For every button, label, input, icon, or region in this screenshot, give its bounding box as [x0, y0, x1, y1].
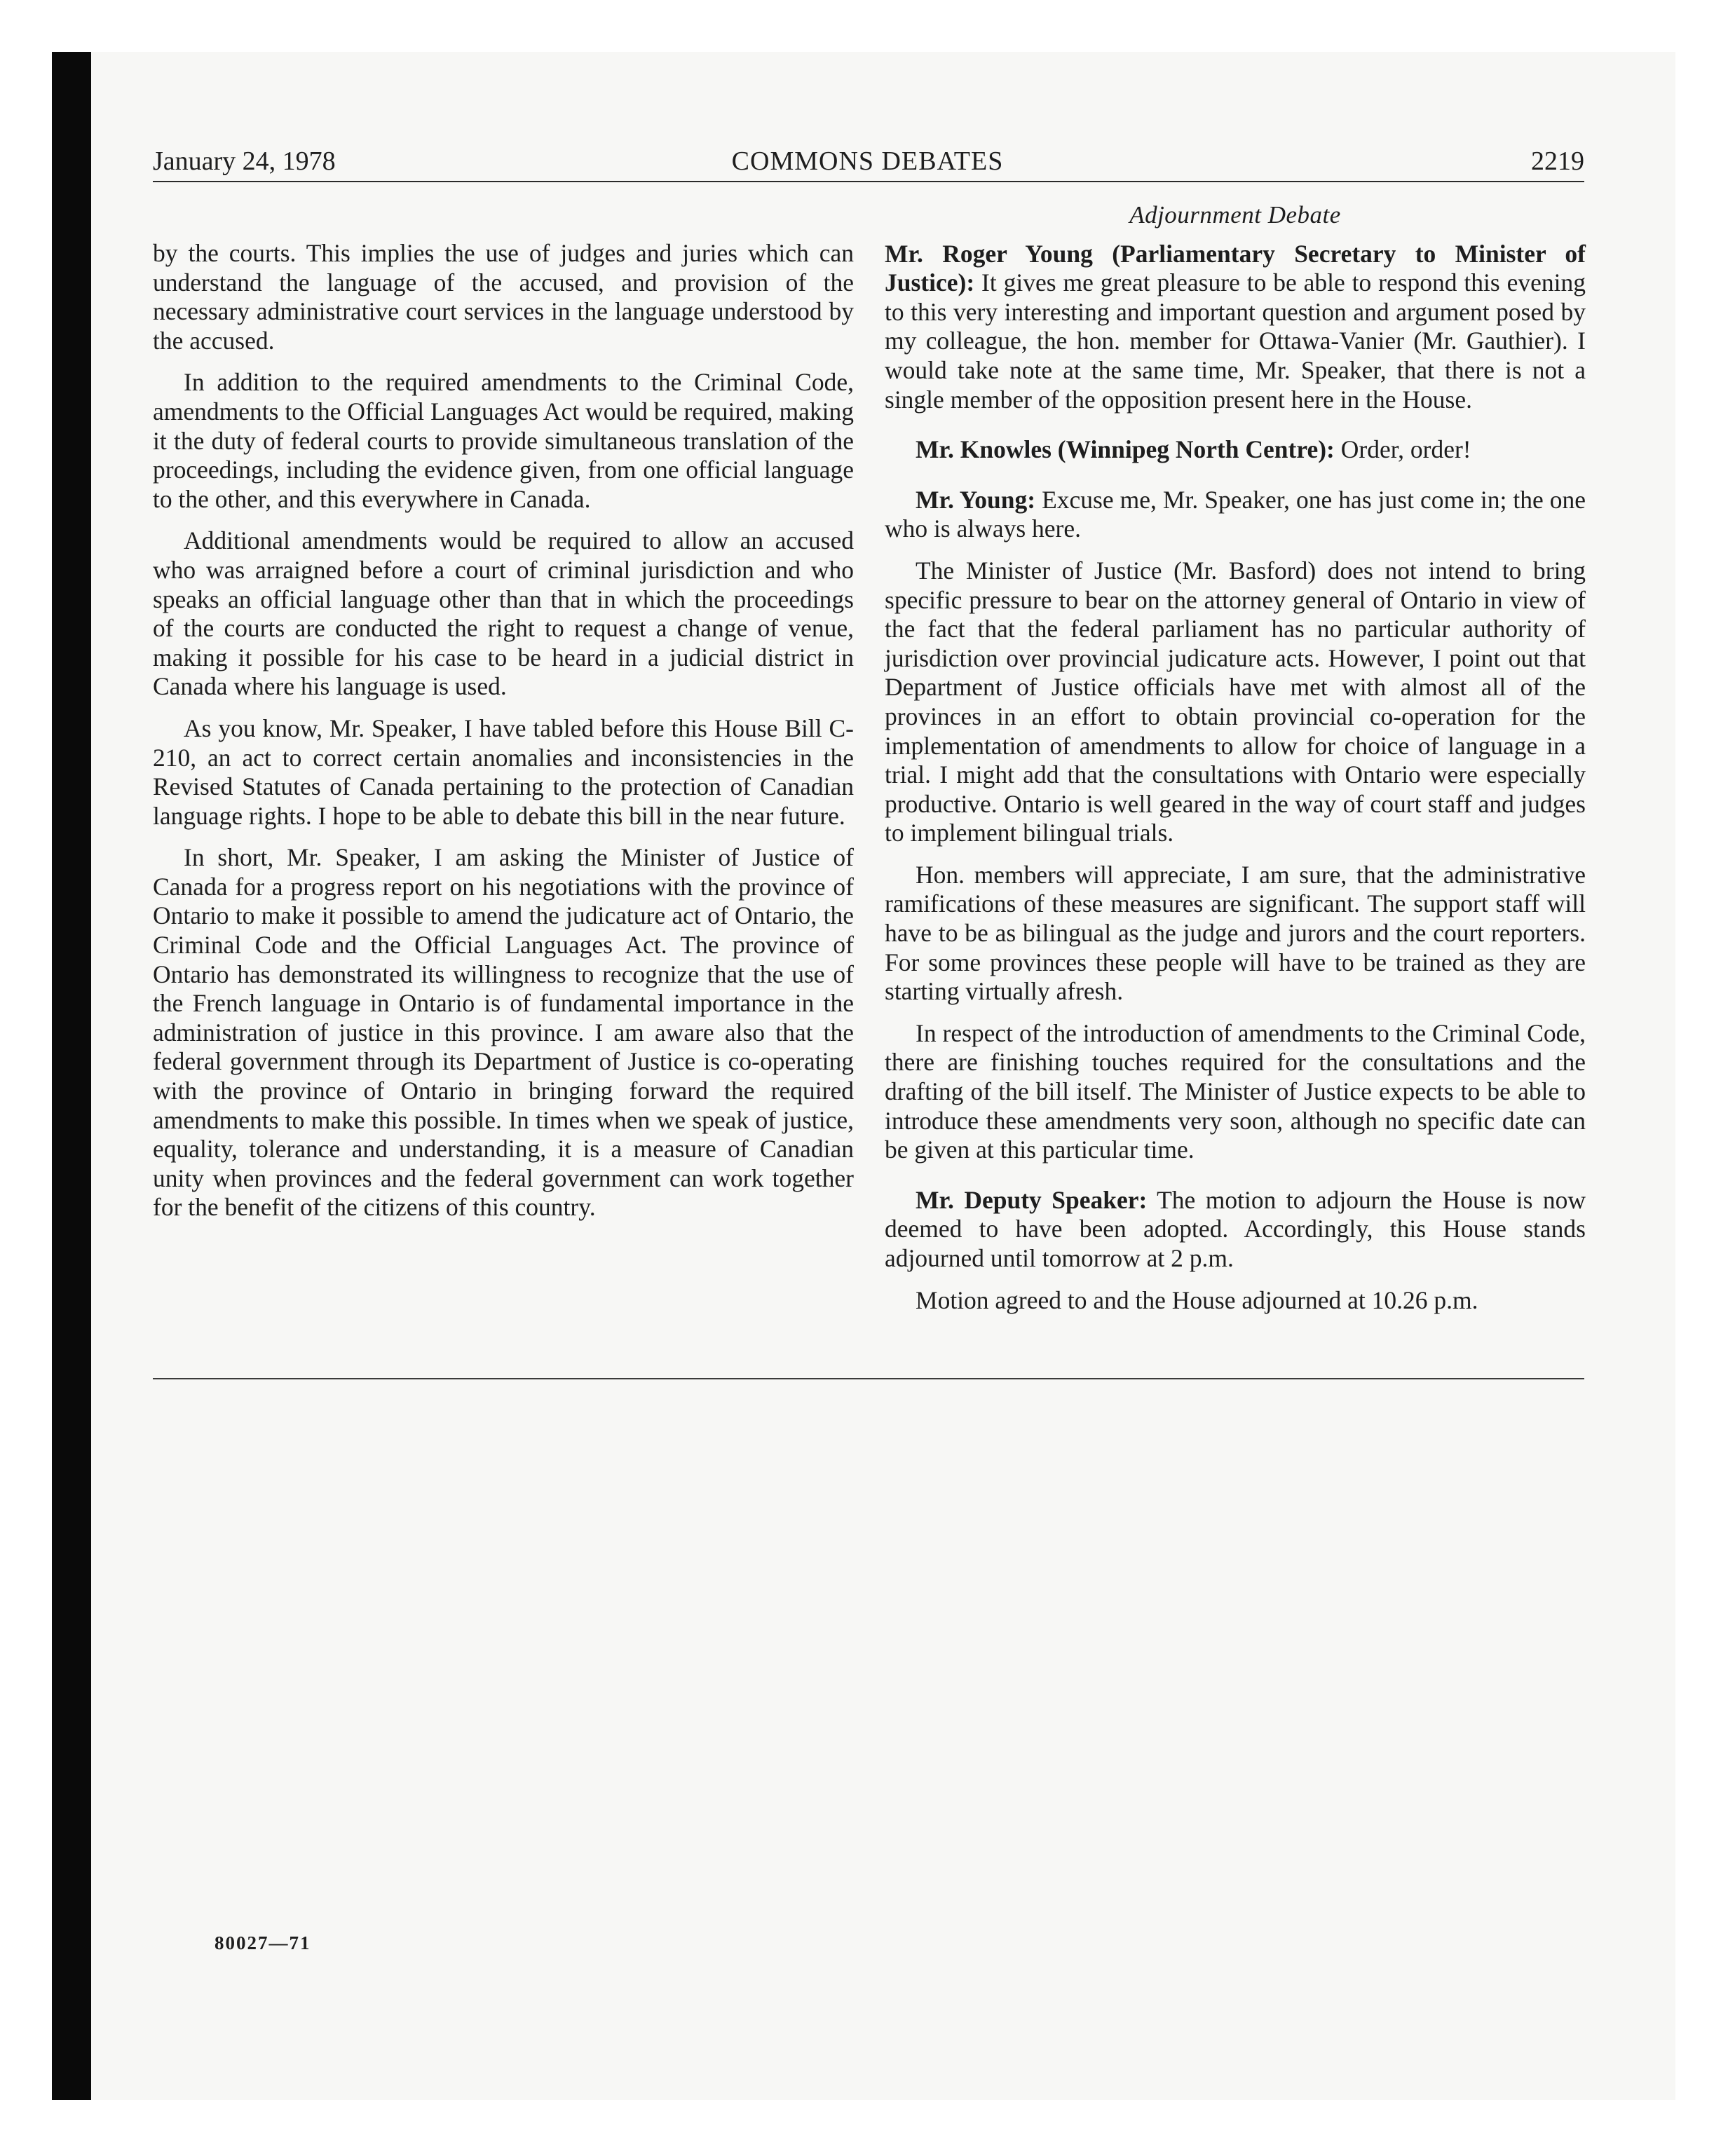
paragraph: Hon. members will appreciate, I am sure, that the administrative ramifications of these measures are significant. The support staff will have to be as bilingual as the judge and jurors and the court reporters. For some provinces these people will have to be trained as they are starting virtually afresh. [885, 860, 1586, 1006]
page-number: 2219 [1531, 146, 1584, 176]
speech-text: Order, order! [1334, 435, 1471, 464]
speaker-name: Mr. Young: [916, 485, 1036, 514]
right-column [885, 200, 1586, 1328]
paragraph: In respect of the introduction of amendments to the Criminal Code, there are finishing touches required for the consultations and the drafting of the bill itself. The Minister of Justice expects to be able to introduce these amendments very soon, although no specific date can be given at this particular time. [885, 1018, 1586, 1164]
section-title: Adjournment Debate [1129, 201, 1341, 228]
speech-paragraph [885, 1186, 1586, 1274]
paragraph: In addition to the required amendments to the Criminal Code, amendments to the Official Languages Act would be required, making it the duty of federal courts to provide simultaneous translation of the proceedings, including the evidence given, from one official language to the other, and this everywhere in Canada. [153, 368, 854, 513]
binding-edge [52, 52, 91, 2100]
paragraph: Additional amendments would be required to allow an accused who was arraigned before a court of criminal jurisdiction and who speaks an official language other than that in which the proceedings of the courts are conducted the right to request a change of venue, making it possible for his case to be heard in a judicial district in Canada where his language is used. [153, 526, 854, 701]
paragraph: As you know, Mr. Speaker, I have tabled before this House Bill C-210, an act to correct certain anomalies and inconsistencies in the Revised Statutes of Canada pertaining to the protection of Canadian language rights. I hope to be able to debate this bill in the near future. [153, 714, 854, 830]
speaker-name: Mr. Knowles (Winnipeg North Centre): [916, 435, 1335, 464]
paragraph: Motion agreed to and the House adjourned at 10.26 p.m. [916, 1285, 1478, 1314]
speech-paragraph [885, 486, 1586, 544]
speech-paragraph [885, 435, 1586, 465]
paragraph: In short, Mr. Speaker, I am asking the Minister of Justice of Canada for a progress report on his negotiations with the province of Ontario to make it possible to amend the judicature act of Ontario, the Criminal Code and the Official Languages Act. The province of Ontario has demonstrated its willingness to recognize that the use of the French language in Ontario is of fundamental importance in the administration of justice in this province. I am aware also that the federal government through its Department of Justice is co-operating with the province of Ontario in bringing forward the required amendments to make this possible. In times when we speak of justice, equality, tolerance and understanding, it is a measure of Canadian unity when provinces and the federal government can work together for the benefit of the citizens of this country. [153, 843, 854, 1222]
paragraph: by the courts. This implies the use of judges and juries which can understand the language of the accused, and provision of the necessary administrative court services in the language understood by the accused. [153, 239, 854, 355]
header-rule [153, 181, 1584, 182]
speech-text: The motion to adjourn the House is now deemed to have been adopted. Accordingly, this House stands adjourned until tomorrow at 2 p.m. [885, 1185, 1586, 1272]
speaker-name: Mr. Roger Young (Parliamentary Secretary to Minister of Justice): [885, 239, 1586, 297]
speech-text: Excuse me, Mr. Speaker, one has just come in; the one who is always here. [885, 485, 1586, 543]
speech-text: It gives me great pleasure to be able to respond this evening to this very interesting and important question and argument posed by my colleague, the hon. member for Ottawa-Vanier (Mr. Gauthier). I would take note at the same time, Mr. Speaker, that there is not a single member of the opposition present here in the House. [885, 268, 1586, 414]
header-title: COMMONS DEBATES [731, 146, 1004, 176]
speech-paragraph [885, 240, 1586, 415]
footer-print-code: 80027—71 [215, 1932, 311, 1953]
left-column [153, 239, 854, 1235]
paragraph: The Minister of Justice (Mr. Basford) does not intend to bring specific pressure to bear on the attorney general of Ontario in view of the fact that the federal parliament has no particular authority of jurisdiction over provincial judicature acts. However, I point out that Department of Justice officials have met with almost all of the provinces in an effort to obtain provincial co-operation for the implementation of amendments to allow for choice of language in a trial. I might add that the consultations with Ontario were especially productive. Ontario is well geared in the way of court staff and judges to implement bilingual trials. [885, 556, 1586, 847]
speaker-name: Mr. Deputy Speaker: [916, 1185, 1148, 1214]
header-date: January 24, 1978 [153, 146, 336, 176]
section-end-rule [153, 1378, 1584, 1379]
